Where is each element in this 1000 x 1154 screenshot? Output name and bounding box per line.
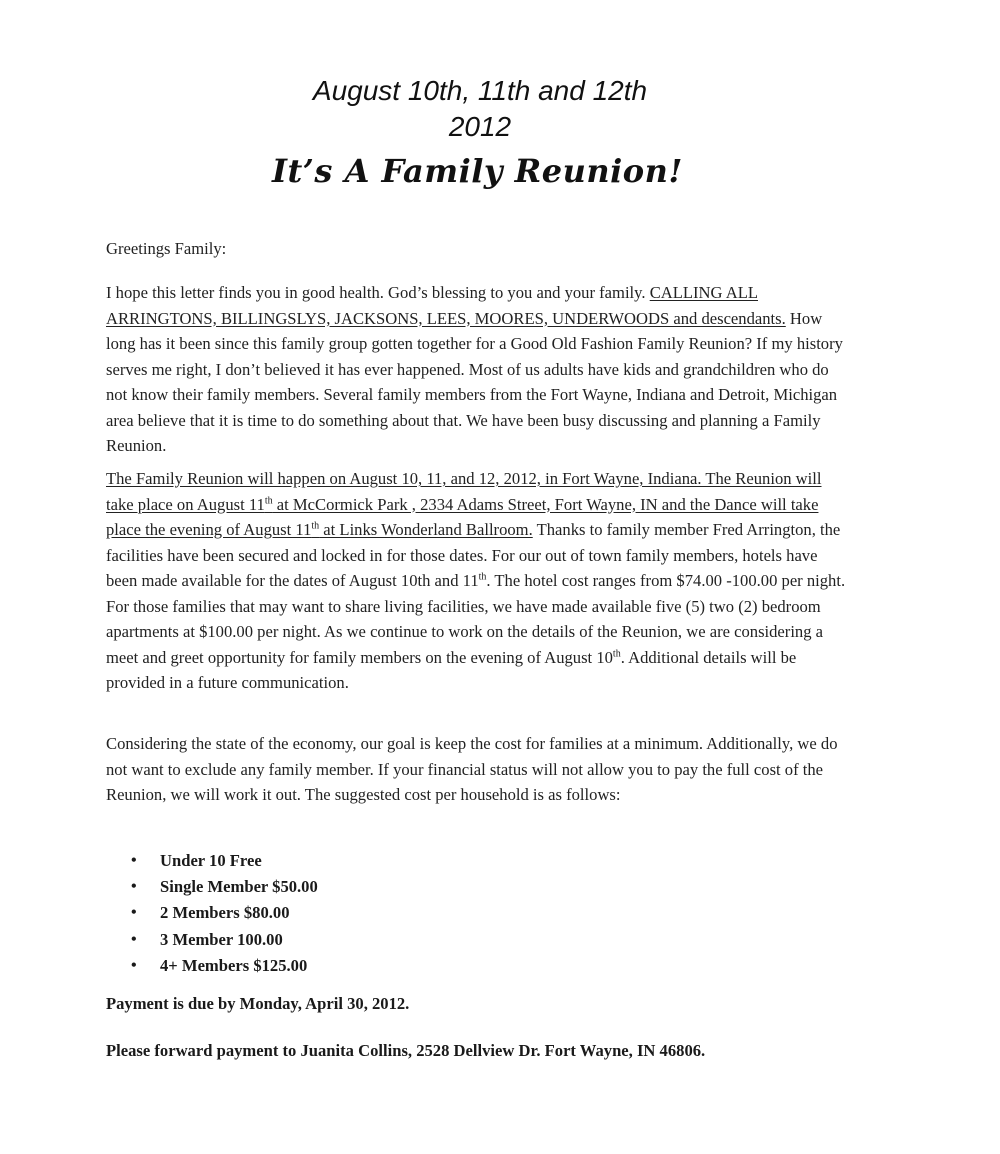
bullet-icon: •	[131, 852, 137, 869]
list-item	[106, 874, 318, 900]
bullet-icon: •	[131, 904, 137, 922]
cost-item: 4+ Members $125.00	[160, 955, 308, 975]
ordinal-suffix: th	[264, 494, 273, 506]
cost-item: Single Member $50.00	[160, 877, 318, 897]
cost-item: Under 10 Free	[160, 851, 262, 870]
additional-details-text: . Additional details will be provided in a future communication.	[106, 647, 797, 692]
intro-rest-text: How long has it been since this family group gotten together for a Good Old Fashion Family Reunion? If my history serves me right, I don’t believed it has ever happened. Most of us adults have kids and grandchildren who do not know their family members. Several family members from the Fort Wayne, Indiana and Detroit, Michigan area believe that it is time to do something about that. We have been busy discussing and planning a Family Reunion.	[106, 308, 843, 455]
cost-item: 3 Member 100.00	[160, 929, 283, 949]
cost-paragraph: Considering the state of the economy, our goal is keep the cost for families at a minimum. Additionally, we do not want to exclude any family member. If your financial status will not allow you to pay the full cost of the Reunion, we will work it out. The suggested cost per household is as follows:	[106, 734, 838, 804]
intro-paragraph	[106, 280, 851, 459]
reunion-details-paragraph	[106, 466, 851, 696]
reunion-location-part: at McCormick Park , 2334 Adams Street, Fort Wayne, IN and the Dance will take place the evening of August 11	[106, 494, 819, 539]
header-date: August 10th, 11th and 12th	[312, 75, 648, 106]
facilities-text: Thanks to family member Fred Arrington, the facilities have been secured and locked in for those dates. For our out of town family members, hotels have been made available for the dates of August 10th and 11	[106, 520, 841, 590]
reunion-title: It’s A Family Reunion!	[272, 152, 683, 190]
hotel-text: . The hotel cost ranges from $74.00 -100.00 per night. For those families that may want to share living facilities, we have made available five (5) two (2) bedroom apartments at $100.00 per night. As we continue to work on the details of the Reunion, we are considering a meet and greet opportunity for family members on the evening of August 10	[106, 571, 846, 667]
ordinal-suffix: th	[612, 647, 621, 659]
cost-list	[106, 848, 318, 979]
greeting: Greetings Family:	[106, 239, 227, 258]
ordinal-suffix: th	[311, 520, 320, 532]
list-item	[106, 927, 318, 953]
cost-item: 2 Members $80.00	[160, 903, 290, 923]
list-item	[106, 900, 318, 926]
bullet-icon: •	[131, 930, 137, 948]
payment-due-notice: Payment is due by Monday, April 30, 2012.	[106, 994, 410, 1013]
ordinal-suffix: th	[478, 571, 487, 583]
calling-families-text: CALLING ALL ARRINGTONS, BILLINGSLYS, JACKSONS, LEES, MOORES, UNDERWOODS and descendants.	[106, 283, 786, 328]
payment-address: Please forward payment to Juanita Collins, 2528 Dellview Dr. Fort Wayne, IN 46806.	[106, 1041, 706, 1060]
list-item	[106, 953, 318, 979]
header-year: 2012	[448, 111, 512, 142]
intro-text: I hope this letter finds you in good health. God’s blessing to you and your family.	[106, 283, 650, 302]
reunion-dates-part: The Family Reunion will happen on August 10, 11, and 12, 2012, in Fort Wayne, Indiana. The Reunion will take place on August 11	[106, 469, 822, 514]
list-item	[106, 848, 318, 874]
bullet-icon: •	[131, 956, 137, 974]
bullet-icon: •	[131, 878, 137, 896]
dance-location-part: at Links Wonderland Ballroom.	[319, 520, 533, 539]
